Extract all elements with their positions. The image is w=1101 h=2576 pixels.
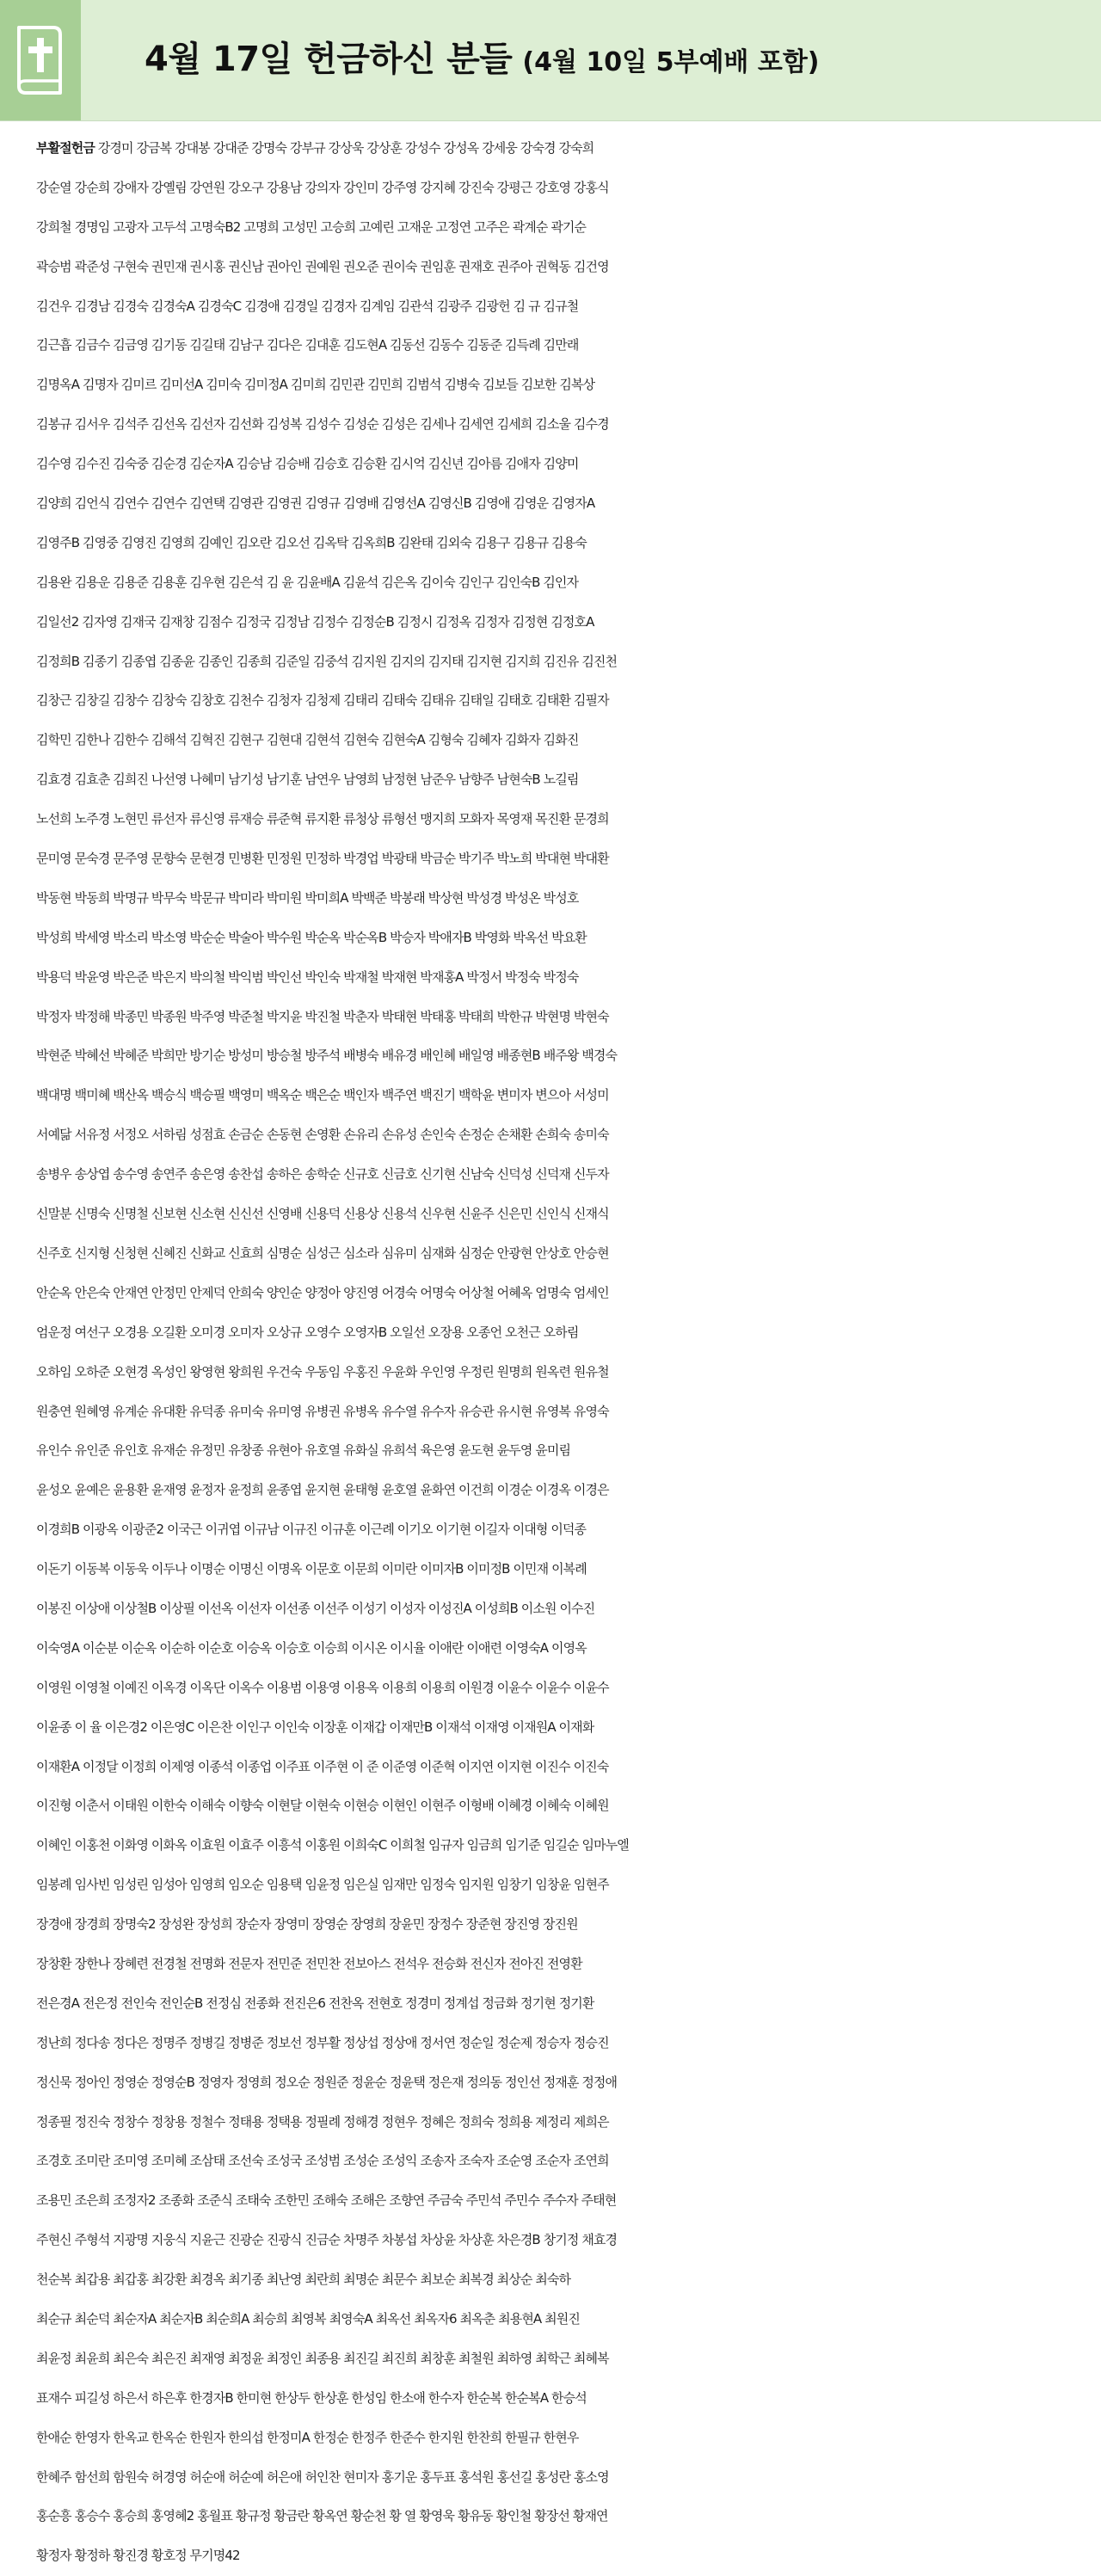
donor-names: 이혜인 이홍천 이화영 이화옥 이효원 이효주 이흥석 이홍원 이희숙C 이희철 임규자 임금희 임기준 임길순 임마누엘	[36, 1837, 629, 1854]
page-header	[0, 0, 1101, 121]
donor-names: 원충연 원혜영 유계순 유대환 유덕종 유미숙 유미영 유병권 유병옥 유수열 유수자 유승관 유시현 유영복 유영숙	[36, 1403, 609, 1419]
donor-line	[36, 1313, 1072, 1353]
donor-names: 정종필 정진숙 정창수 정창용 정철수 정태용 정택용 정필례 정해경 정현우 정혜은 정희숙 정희용 제정리 제희은	[36, 2113, 609, 2130]
donor-names: 신말분 신명숙 신명철 신보현 신소현 신신선 신영배 신용덕 신용상 신용석 신우현 신윤주 신은민 신인식 신재식	[36, 1206, 609, 1222]
bible-cross-icon	[0, 0, 81, 120]
donor-line	[36, 1945, 1072, 1984]
donor-line	[36, 603, 1072, 642]
donor-names: 곽승범 곽준성 구현숙 권민재 권시홍 권신남 권아인 권예원 권오준 권이숙 권임훈 권재호 권주아 권혁동 김건영	[36, 258, 609, 274]
donor-line	[36, 1550, 1072, 1589]
title-main: 4월 17일 헌금하신 분들	[145, 40, 513, 79]
donor-line	[36, 721, 1072, 760]
donor-line	[36, 919, 1072, 958]
donor-names: 엄운정 여선구 오경용 오길환 오미경 오미자 오상규 오영수 오영자B 오일선 오장용 오종언 오천근 오하림	[36, 1324, 579, 1340]
donor-names: 송병우 송상엽 송수영 송연주 송은영 송찬섭 송하은 송학순 신규호 신금호 신기현 신남숙 신덕성 신덕재 신두자	[36, 1166, 609, 1183]
donor-line	[36, 2142, 1072, 2181]
donor-names: 한애순 한영자 한옥교 한옥순 한원자 한의섭 한정미A 한정순 한정주 한준수 한지원 한찬희 한필규 한현우	[36, 2429, 579, 2445]
donor-names: 이영원 이영철 이예진 이옥경 이옥단 이옥수 이용범 이용영 이용옥 이용희 이용희 이원경 이윤수 이윤수 이윤수	[36, 1679, 609, 1695]
donor-names: 강희철 경명임 고광자 고두석 고명숙B2 고명희 고성민 고승희 고예린 고재운 고정연 고주은 곽계순 곽기순	[36, 218, 587, 235]
donor-names: 전은경A 전은정 전인숙 전인순B 전정심 전종화 전진은6 전찬옥 전현호 정경미 정계섭 정금화 정기현 정기환	[36, 1995, 594, 2011]
donor-names: 강순열 강순희 강애자 강옐림 강연원 강오구 강용남 강의자 강인미 강주영 강지혜 강진숙 강평근 강호영 강홍식	[36, 179, 609, 195]
donor-names: 김봉규 김서우 김석주 김선옥 김선자 김선화 김성복 김성수 김성순 김성은 김세나 김세연 김세희 김소울 김수경	[36, 416, 609, 433]
donor-names: 서예닮 서유정 서정오 서하림 성점효 손금순 손동현 손영환 손유리 손유성 손인숙 손정순 손채환 손희숙 송미숙	[36, 1127, 609, 1143]
donor-names: 김양희 김언식 김연수 김연수 김연택 김영관 김영권 김영규 김영배 김영선A 김영신B 김영애 김영운 김영자A	[36, 495, 595, 512]
donor-line	[36, 2103, 1072, 2143]
donor-names: 임봉례 임사빈 임성린 임성아 임영희 임오순 임용택 임윤정 임은실 임재만 임정숙 임지원 임창기 임창윤 임현주	[36, 1877, 609, 1893]
donor-names: 홍순흥 홍승수 홍승희 홍영혜2 홍월표 황규정 황금란 황옥연 황순천 황 열 황영욱 황유동 황인철 황장선 황재연	[36, 2508, 608, 2524]
donor-names: 김수영 김수진 김숙중 김순경 김순자A 김승남 김승배 김승호 김승환 김시억 김신년 김아름 김애자 김양미	[36, 456, 579, 472]
donor-names: 유인수 유인준 유인호 유재순 유정민 유창종 유현아 유호열 유화실 유희석 육은영 윤도현 윤두영 윤미림	[36, 1442, 571, 1459]
donor-line	[36, 248, 1072, 287]
donor-names: 이봉진 이상애 이상철B 이상필 이선옥 이선자 이선종 이선주 이성기 이성자 이성진A 이성희B 이소원 이수진	[36, 1600, 595, 1616]
donor-names: 조경호 조미란 조미영 조미혜 조삼태 조선숙 조성국 조성범 조성순 조성익 조송자 조숙자 조순영 조순자 조연희	[36, 2153, 609, 2169]
donor-line	[36, 760, 1072, 800]
donor-line	[36, 287, 1072, 327]
donor-line	[36, 1708, 1072, 1748]
donor-line	[36, 1155, 1072, 1195]
donor-names: 박정자 박정해 박종민 박종원 박주영 박준철 박지윤 박진철 박춘자 박태현 박태홍 박태희 박한규 박현명 박현숙	[36, 1008, 609, 1024]
offering-category-label: 부활절헌금	[36, 140, 95, 156]
donor-names: 천순복 최갑용 최갑홍 최강환 최경옥 최기종 최난영 최란희 최명순 최문수 최보순 최복경 최상순 최숙하	[36, 2272, 571, 2288]
donor-names: 안순옥 안은숙 안재연 안정민 안제덕 안희숙 양인순 양정아 양진영 어경숙 어명숙 어상철 어혜옥 엄명숙 엄세인	[36, 1284, 609, 1300]
donor-line	[36, 958, 1072, 998]
donor-line	[36, 879, 1072, 919]
title-subtitle: (4월 10일 5부예배 포함)	[522, 47, 820, 77]
donor-names: 백대명 백미혜 백산옥 백승식 백승필 백영미 백옥순 백은순 백인자 백주연 백진기 백학윤 변미자 변으아 서성미	[36, 1087, 609, 1104]
donor-line	[36, 1786, 1072, 1826]
donor-line	[36, 1195, 1072, 1234]
donor-line	[36, 2536, 1072, 2576]
donor-names: 박용덕 박윤영 박은준 박은지 박의철 박익범 박인선 박인숙 박재철 박재현 박재홍A 박정서 박정숙 박정숙	[36, 968, 579, 985]
donor-line	[36, 1036, 1072, 1076]
donor-line	[36, 129, 1072, 169]
donor-line	[36, 2181, 1072, 2221]
donor-names: 박현준 박혜선 박혜준 박희만 방기순 방성미 방승철 방주석 배병숙 배유경 배인혜 배일영 배종현B 배주왕 백경숙	[36, 1048, 618, 1064]
donor-names: 황정자 황정하 황진경 황호정 무기명42	[36, 2548, 240, 2564]
donor-line	[36, 2260, 1072, 2300]
donor-names: 김효경 김효춘 김희진 나선영 나혜미 남기성 남기훈 남연우 남영희 남정현 남준우 남향주 남현숙B 노길림	[36, 772, 579, 788]
donor-line	[36, 2300, 1072, 2339]
donor-line	[36, 445, 1072, 484]
donor-line	[36, 1905, 1072, 1945]
donor-line	[36, 524, 1072, 563]
donor-names: 이숙영A 이순분 이순옥 이순하 이순호 이승옥 이승호 이승희 이시온 이시율 이애란 이애련 이영숙A 이영옥	[36, 1639, 587, 1656]
page-title	[145, 29, 820, 89]
donor-line	[36, 326, 1072, 366]
donor-names: 이경희B 이광옥 이광준2 이국근 이귀엽 이규남 이규진 이규훈 이근례 이기오 이기현 이길자 이대형 이덕종	[36, 1522, 587, 1538]
donor-line	[36, 1076, 1072, 1116]
donor-line	[36, 1393, 1072, 1432]
donor-line	[36, 366, 1072, 405]
donor-line	[36, 1866, 1072, 1905]
donor-line	[36, 1748, 1072, 1787]
donor-names: 김근흡 김금수 김금영 김기동 김길태 김남구 김다은 김대훈 김도현A 김동선 김동수 김동준 김득례 김만래	[36, 337, 579, 354]
donor-names: 김일선2 김자영 김재국 김재창 김점수 김정국 김정남 김정수 김정순B 김정시 김정옥 김정자 김정현 김정호A	[36, 613, 594, 630]
donor-names: 김건우 김경남 김경숙 김경숙A 김경숙C 김경애 김경일 김경자 김계임 김관석 김광주 김광헌 김 규 김규철	[36, 298, 579, 314]
donor-line	[36, 1116, 1072, 1155]
donor-names: 최순규 최순덕 최순자A 최순자B 최순희A 최승희 최영복 최영숙A 최옥선 최옥자6 최옥춘 최용현A 최원진	[36, 2310, 580, 2327]
donor-line	[36, 405, 1072, 445]
donor-names: 표재수 피길성 하은서 하은후 한경자B 한미현 한상두 한상훈 한성임 한소애 한수자 한순복 한순복A 한승석	[36, 2389, 587, 2406]
donor-line	[36, 642, 1072, 682]
donor-names: 조용민 조은희 조정자2 조종화 조준식 조태숙 조한민 조해숙 조해은 조향연 주금숙 주민석 주민수 주수자 주태현	[36, 2192, 617, 2209]
donor-line	[36, 1234, 1072, 1274]
donor-names: 김명옥A 김명자 김미르 김미선A 김미숙 김미정A 김미희 김민관 김민희 김범석 김병숙 김보들 김보한 김복상	[36, 377, 595, 393]
donor-line	[36, 2379, 1072, 2419]
donor-names: 김영주B 김영중 김영진 김영희 김예인 김오란 김오선 김옥탁 김옥희B 김완태 김외숙 김용구 김용규 김용숙	[36, 534, 587, 550]
donor-names: 김용완 김용운 김용준 김용훈 김우현 김은석 김 윤 김윤배A 김윤석 김은옥 김이숙 김인구 김인숙B 김인자	[36, 574, 579, 590]
donor-names: 강경미 강금복 강대봉 강대준 강명숙 강부규 강상욱 강상훈 강성수 강성옥 강세웅 강숙경 강숙희	[97, 140, 594, 156]
donor-line	[36, 2221, 1072, 2260]
donor-line	[36, 1471, 1072, 1510]
donor-line	[36, 2497, 1072, 2536]
donor-name-list	[36, 129, 1072, 2576]
donor-line	[36, 1274, 1072, 1313]
donor-names: 이재환A 이정달 이정희 이제영 이종석 이종업 이주표 이주현 이 준 이준영 이준혁 이지연 이지현 이진수 이진숙	[36, 1758, 609, 1774]
donor-line	[36, 1984, 1072, 2024]
donor-names: 최윤정 최윤희 최은숙 최은진 최재영 최정윤 최정인 최종용 최진길 최진희 최창훈 최철원 최하영 최학근 최혜복	[36, 2350, 609, 2366]
donor-names: 김학민 김한나 김한수 김해석 김혁진 김현구 김현대 김현석 김현숙 김현숙A 김형숙 김혜자 김화자 김화진	[36, 732, 579, 748]
donor-names: 박성희 박세영 박소리 박소영 박순순 박술아 박수원 박순옥 박순옥B 박승자 박애자B 박영화 박옥선 박요환	[36, 929, 587, 945]
donor-line	[36, 1669, 1072, 1708]
donor-names: 이윤종 이 율 이은경2 이은영C 이은찬 이인구 이인숙 이장훈 이재갑 이재만B 이재석 이재영 이재원A 이재화	[36, 1718, 594, 1735]
donor-line	[36, 800, 1072, 839]
donor-line	[36, 1353, 1072, 1393]
donor-names: 장창환 장한나 장혜련 전경철 전명화 전문자 전민준 전민찬 전보아스 전석우 전승화 전신자 전아진 전영환	[36, 1955, 582, 1971]
donor-line	[36, 2063, 1072, 2103]
donor-line	[36, 169, 1072, 208]
donor-names: 박동현 박동희 박명규 박무숙 박문규 박미라 박미원 박미희A 박백준 박봉래 박상현 박성경 박성온 박성호	[36, 889, 579, 906]
donor-names: 오하임 오하준 오현경 옥성인 왕영현 왕희원 우건숙 우동임 우홍진 우윤화 우인영 우정린 원명희 원옥련 원유철	[36, 1363, 609, 1380]
donor-names: 이진형 이춘서 이태원 이한숙 이해숙 이향숙 이현달 이현숙 이현승 이현인 이현주 이형배 이혜경 이혜숙 이혜원	[36, 1798, 609, 1814]
donor-line	[36, 1431, 1072, 1471]
donor-line	[36, 484, 1072, 524]
donor-line	[36, 2419, 1072, 2458]
donor-names: 주현신 주형석 지광명 지웅식 지윤근 진광순 진광식 진금순 차명주 차봉섭 차상윤 차상훈 차은경B 창기정 채효경	[36, 2232, 618, 2248]
donor-line	[36, 1629, 1072, 1669]
donor-names: 정난희 정다송 정다은 정명주 정병길 정병준 정보선 정부활 정상섭 정상애 정서연 정순일 정순제 정승자 정승진	[36, 2034, 609, 2050]
donor-line	[36, 2339, 1072, 2379]
donor-names: 문미영 문숙경 문주영 문향숙 문현경 민병환 민정원 민정하 박경업 박광태 박금순 박기주 박노희 박대현 박대환	[36, 851, 609, 867]
donor-names: 노선희 노주경 노현민 류선자 류신영 류재승 류준혁 류지환 류청상 류형선 맹지희 모화자 목영재 목진환 문경희	[36, 811, 609, 827]
header-badge	[0, 0, 81, 120]
donor-names: 김창근 김창길 김창수 김창숙 김창호 김천수 김청자 김청제 김태리 김태숙 김태유 김태일 김태호 김태환 김필자	[36, 692, 609, 709]
donor-line	[36, 998, 1072, 1037]
donor-names: 윤성오 윤예은 윤용환 윤재영 윤정자 윤정희 윤종엽 윤지현 윤태형 윤호열 윤화연 이건희 이경순 이경옥 이경은	[36, 1482, 609, 1498]
donor-line	[36, 2458, 1072, 2498]
donor-names: 한혜주 함선희 함원숙 허경영 허순애 허순예 허은애 허인찬 현미자 홍기운 홍두표 홍석원 홍선길 홍성란 홍소영	[36, 2468, 609, 2485]
donor-line	[36, 1826, 1072, 1866]
donor-line	[36, 681, 1072, 721]
donor-line	[36, 1589, 1072, 1629]
donor-names: 정신묵 정아인 정영순 정영순B 정영자 정영희 정오순 정원준 정윤순 정윤택 정은재 정의동 정인선 정재훈 정정애	[36, 2074, 618, 2090]
donor-line	[36, 1510, 1072, 1550]
donor-names: 김정희B 김종기 김종엽 김종윤 김종인 김종희 김준일 김중석 김지원 김지의 김지태 김지현 김지희 김진유 김진천	[36, 653, 618, 669]
donor-names: 신주호 신지형 신청현 신혜진 신화교 신효희 심명순 심성근 심소라 심유미 심재화 심정순 안광현 안상호 안승현	[36, 1245, 609, 1261]
donor-line	[36, 839, 1072, 879]
donor-line	[36, 208, 1072, 248]
donor-line	[36, 563, 1072, 603]
donor-line	[36, 2024, 1072, 2063]
donor-names: 장경애 장경희 장명숙2 장성완 장성희 장순자 장영미 장영순 장영희 장윤민 장정수 장준현 장진영 장진원	[36, 1916, 578, 1933]
donor-names: 이돈기 이동복 이동욱 이두나 이명순 이명신 이명옥 이문호 이문희 이미란 이미자B 이미정B 이민재 이복례	[36, 1561, 587, 1577]
